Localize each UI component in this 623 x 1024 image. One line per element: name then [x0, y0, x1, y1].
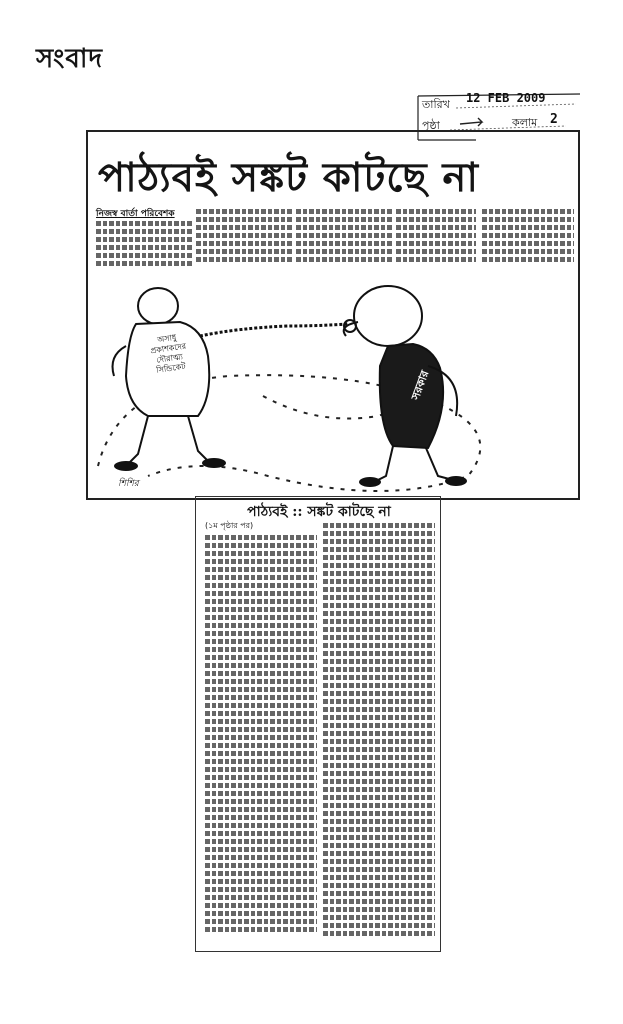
body-column-5: [482, 206, 574, 266]
headline-box: [88, 140, 578, 200]
back-label-line-3: দৌরাত্ম্য: [155, 352, 184, 365]
continuation-column-right: [323, 520, 435, 944]
editorial-cartoon: [88, 276, 578, 498]
stamp-date-value: 12 FEB 2009: [466, 91, 546, 105]
stamp-date-label: তারিখ: [422, 98, 450, 111]
stamp-column-value: 2: [550, 112, 558, 127]
back-label-line-1: অসাধু: [156, 332, 177, 345]
stamp-page-label: পৃষ্ঠা: [422, 119, 440, 132]
headline: পাঠ্যবই সঙ্কট কাটছে না: [98, 154, 479, 201]
vest-label: সরকার: [408, 368, 432, 402]
continuation-headline: পাঠ্যবই :: সঙ্কট কাটছে না: [247, 504, 391, 520]
body-column-2: [196, 206, 292, 266]
body-column-3: [296, 206, 392, 266]
body-column-4: [396, 206, 476, 266]
cartoonist-signature: শিশির: [118, 479, 139, 489]
byline: নিজস্ব বার্তা পরিবেশক: [96, 209, 175, 219]
stamp-column-label: কলাম: [512, 116, 538, 129]
body-column-1: [96, 218, 192, 278]
continued-note: (১ম পৃষ্ঠার পর): [205, 521, 254, 530]
continuation-column-left: [205, 532, 317, 944]
cartoon-drawing: [88, 276, 578, 498]
newspaper-name: সংবাদ: [36, 44, 104, 74]
back-label-line-4: সিন্ডিকেট: [155, 361, 187, 375]
back-label-line-2: প্রকাশকদের: [149, 341, 187, 356]
